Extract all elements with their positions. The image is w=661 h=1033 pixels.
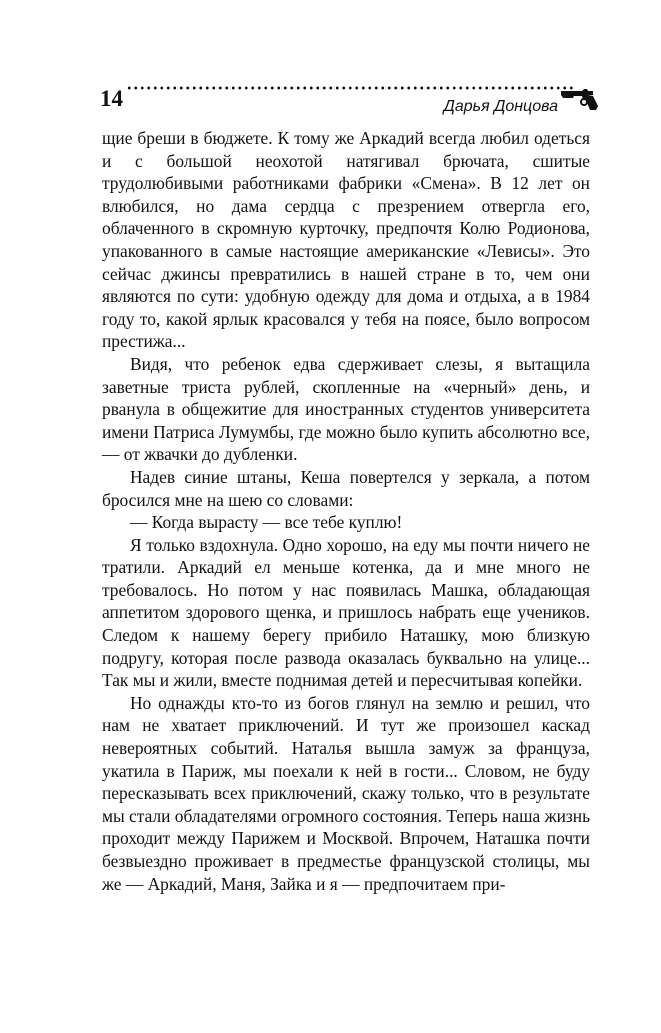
- paragraph-4-dialogue: — Когда вырасту — все тебе куплю!: [130, 512, 403, 533]
- page-number: 14: [100, 86, 123, 111]
- paragraph-1: щие бреши в бюджете. К тому же Аркадий всегда любил одеться и с большой неохотой натягивал брючата, сшитые трудолюбивыми работниками фабрики «Смена». В 12 лет он влюбился, но дама сердца с презрением отвергла его, облаченного в скромную курточку, предпочтя Колю Родионова, упакованного в самые настоящие американские «Левисы». Это сейчас джинсы превратились в нашей стране в то, чем они являются по сути: удобную одежду для дома и отдыха, а в 1984 году то, какой ярлык красовался у тебя на поясе, было вопросом престижа...: [102, 128, 590, 352]
- paragraph-5: Я только вздохнула. Одно хорошо, на еду мы почти ничего не тратили. Аркадий ел меньше котенка, да и мне много не требовалось. Но потом у нас появилась Машка, обладающая аппетитом здорового щенка, и пришлось набрать еще учеников. Следом к нашему берегу прибило Наташку, мою близкую подругу, которая после развода оказалась буквально на улице... Так мы и жили, вместе поднимая детей и пересчитывая копейки.: [102, 534, 590, 691]
- revolver-icon: [560, 86, 600, 112]
- body-text: [102, 127, 590, 895]
- paragraph-3: Надев синие штаны, Кеша повертелся у зеркала, а потом бросился мне на шею со словами:: [102, 466, 590, 510]
- paragraph-2: Видя, что ребенок едва сдерживает слезы, я вытащила заветные триста рублей, скопленные на «черный» день, и рванула в общежитие для иностранных студентов университета имени Патриса Лумумбы, где можно было купить абсолютно все, — от жвачки до дубленки.: [102, 353, 590, 465]
- dot-leader: [126, 80, 574, 91]
- author-name: Дарья Донцова: [443, 98, 558, 115]
- running-header: [100, 80, 600, 120]
- paragraph-6: Но однажды кто-то из богов глянул на землю и решил, что нам не хватает приключений. И тут же произошел каскад невероятных событий. Наталья вышла замуж за француза, укатила в Париж, мы поехали к ней в гости... Словом, не буду пересказывать всех приключений, скажу только, что в результате мы стали обладателями огромного состояния. Теперь наша жизнь проходит между Парижем и Москвой. Впрочем, Наташка почти безвыездно проживает в предместье французской столицы, мы же — Аркадий, Маня, Зайка и я — предпочитаем при-: [102, 692, 590, 894]
